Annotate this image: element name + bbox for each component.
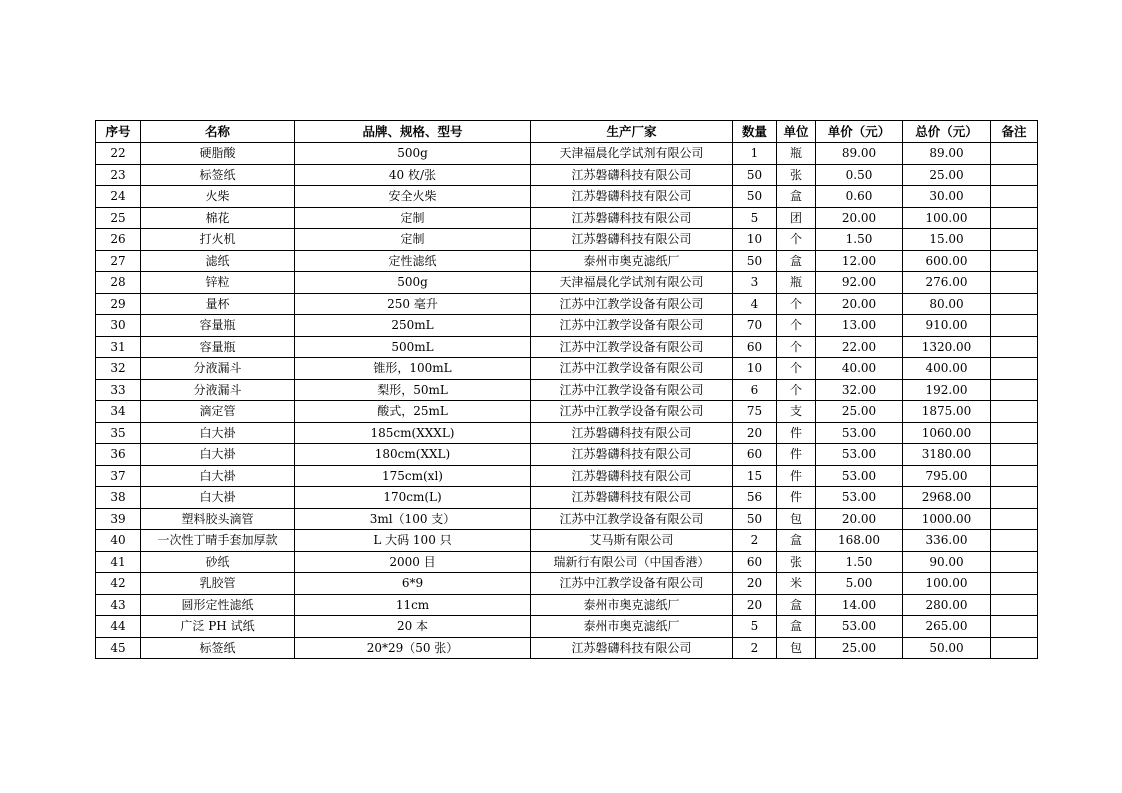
cell-name: 砂纸 xyxy=(141,551,295,573)
cell-spec: 定制 xyxy=(295,229,531,251)
cell-quantity: 15 xyxy=(733,465,777,487)
cell-manufacturer: 江苏中江教学设备有限公司 xyxy=(531,336,733,358)
cell-index: 44 xyxy=(96,616,141,638)
cell-remarks xyxy=(991,530,1038,552)
cell-name: 容量瓶 xyxy=(141,336,295,358)
cell-total-price: 15.00 xyxy=(903,229,991,251)
cell-manufacturer: 艾马斯有限公司 xyxy=(531,530,733,552)
cell-spec: 定性滤纸 xyxy=(295,250,531,272)
cell-unit: 包 xyxy=(777,508,816,530)
cell-manufacturer: 江苏磐礴科技有限公司 xyxy=(531,487,733,509)
cell-total-price: 3180.00 xyxy=(903,444,991,466)
cell-remarks xyxy=(991,186,1038,208)
cell-unit: 盒 xyxy=(777,594,816,616)
cell-unit: 张 xyxy=(777,164,816,186)
cell-unit: 瓶 xyxy=(777,272,816,294)
cell-manufacturer: 天津福晨化学试剂有限公司 xyxy=(531,272,733,294)
cell-unit-price: 22.00 xyxy=(816,336,903,358)
cell-quantity: 20 xyxy=(733,422,777,444)
cell-remarks xyxy=(991,508,1038,530)
cell-quantity: 5 xyxy=(733,207,777,229)
cell-spec: 185cm(XXXL) xyxy=(295,422,531,444)
cell-remarks xyxy=(991,465,1038,487)
cell-name: 锌粒 xyxy=(141,272,295,294)
cell-unit-price: 12.00 xyxy=(816,250,903,272)
cell-unit: 包 xyxy=(777,637,816,659)
cell-remarks xyxy=(991,164,1038,186)
table-body xyxy=(96,143,1038,659)
cell-remarks xyxy=(991,573,1038,595)
cell-manufacturer: 泰州市奥克滤纸厂 xyxy=(531,616,733,638)
cell-manufacturer: 江苏磐礴科技有限公司 xyxy=(531,207,733,229)
cell-spec: 安全火柴 xyxy=(295,186,531,208)
cell-quantity: 1 xyxy=(733,143,777,165)
cell-name: 标签纸 xyxy=(141,637,295,659)
table-row xyxy=(96,465,1038,487)
cell-spec: 锥形，100mL xyxy=(295,358,531,380)
cell-manufacturer: 江苏磐礴科技有限公司 xyxy=(531,186,733,208)
cell-name: 乳胶管 xyxy=(141,573,295,595)
cell-spec: 500mL xyxy=(295,336,531,358)
cell-quantity: 50 xyxy=(733,250,777,272)
cell-name: 圆形定性滤纸 xyxy=(141,594,295,616)
cell-total-price: 1000.00 xyxy=(903,508,991,530)
cell-quantity: 4 xyxy=(733,293,777,315)
cell-spec: 6*9 xyxy=(295,573,531,595)
cell-total-price: 1060.00 xyxy=(903,422,991,444)
cell-remarks xyxy=(991,637,1038,659)
cell-unit: 瓶 xyxy=(777,143,816,165)
cell-manufacturer: 江苏中江教学设备有限公司 xyxy=(531,573,733,595)
cell-unit: 件 xyxy=(777,422,816,444)
cell-index: 23 xyxy=(96,164,141,186)
cell-spec: 180cm(XXL) xyxy=(295,444,531,466)
cell-total-price: 600.00 xyxy=(903,250,991,272)
cell-spec: 3ml（100 支） xyxy=(295,508,531,530)
cell-total-price: 336.00 xyxy=(903,530,991,552)
cell-total-price: 50.00 xyxy=(903,637,991,659)
table-row xyxy=(96,358,1038,380)
cell-remarks xyxy=(991,379,1038,401)
cell-total-price: 1320.00 xyxy=(903,336,991,358)
cell-index: 24 xyxy=(96,186,141,208)
cell-index: 39 xyxy=(96,508,141,530)
cell-total-price: 795.00 xyxy=(903,465,991,487)
cell-unit-price: 20.00 xyxy=(816,508,903,530)
cell-manufacturer: 江苏中江教学设备有限公司 xyxy=(531,315,733,337)
cell-unit-price: 20.00 xyxy=(816,207,903,229)
cell-unit-price: 13.00 xyxy=(816,315,903,337)
cell-spec: 40 枚/张 xyxy=(295,164,531,186)
table-row xyxy=(96,594,1038,616)
cell-unit-price: 1.50 xyxy=(816,229,903,251)
cell-unit-price: 0.60 xyxy=(816,186,903,208)
cell-unit: 盒 xyxy=(777,530,816,552)
cell-remarks xyxy=(991,143,1038,165)
cell-quantity: 3 xyxy=(733,272,777,294)
cell-unit: 个 xyxy=(777,336,816,358)
cell-index: 34 xyxy=(96,401,141,423)
cell-manufacturer: 江苏中江教学设备有限公司 xyxy=(531,508,733,530)
cell-index: 42 xyxy=(96,573,141,595)
cell-remarks xyxy=(991,358,1038,380)
cell-unit: 盒 xyxy=(777,186,816,208)
cell-name: 广泛 PH 试纸 xyxy=(141,616,295,638)
cell-manufacturer: 江苏磐礴科技有限公司 xyxy=(531,164,733,186)
cell-manufacturer: 江苏中江教学设备有限公司 xyxy=(531,293,733,315)
cell-name: 容量瓶 xyxy=(141,315,295,337)
cell-unit-price: 53.00 xyxy=(816,465,903,487)
cell-manufacturer: 江苏磐礴科技有限公司 xyxy=(531,229,733,251)
table-row xyxy=(96,293,1038,315)
cell-unit-price: 25.00 xyxy=(816,637,903,659)
cell-quantity: 50 xyxy=(733,508,777,530)
cell-quantity: 10 xyxy=(733,358,777,380)
header-remarks: 备注 xyxy=(991,121,1038,143)
table-row xyxy=(96,164,1038,186)
cell-remarks xyxy=(991,315,1038,337)
cell-spec: 20*29（50 张） xyxy=(295,637,531,659)
cell-unit-price: 5.00 xyxy=(816,573,903,595)
cell-total-price: 910.00 xyxy=(903,315,991,337)
table-row xyxy=(96,530,1038,552)
cell-quantity: 6 xyxy=(733,379,777,401)
cell-name: 滤纸 xyxy=(141,250,295,272)
cell-manufacturer: 瑞新行有限公司（中国香港） xyxy=(531,551,733,573)
cell-total-price: 30.00 xyxy=(903,186,991,208)
cell-index: 28 xyxy=(96,272,141,294)
table-row xyxy=(96,379,1038,401)
cell-index: 29 xyxy=(96,293,141,315)
cell-unit-price: 53.00 xyxy=(816,422,903,444)
cell-unit: 盒 xyxy=(777,616,816,638)
cell-remarks xyxy=(991,422,1038,444)
table-row xyxy=(96,573,1038,595)
cell-unit-price: 53.00 xyxy=(816,444,903,466)
cell-name: 一次性丁晴手套加厚款 xyxy=(141,530,295,552)
cell-quantity: 10 xyxy=(733,229,777,251)
cell-unit: 个 xyxy=(777,229,816,251)
header-unit-price: 单价（元） xyxy=(816,121,903,143)
cell-remarks xyxy=(991,594,1038,616)
cell-total-price: 1875.00 xyxy=(903,401,991,423)
cell-spec: 11cm xyxy=(295,594,531,616)
cell-index: 26 xyxy=(96,229,141,251)
cell-manufacturer: 泰州市奥克滤纸厂 xyxy=(531,250,733,272)
header-unit: 单位 xyxy=(777,121,816,143)
table-row xyxy=(96,487,1038,509)
cell-manufacturer: 泰州市奥克滤纸厂 xyxy=(531,594,733,616)
cell-unit: 件 xyxy=(777,487,816,509)
cell-remarks xyxy=(991,336,1038,358)
cell-name: 标签纸 xyxy=(141,164,295,186)
header-index: 序号 xyxy=(96,121,141,143)
cell-unit: 团 xyxy=(777,207,816,229)
cell-quantity: 20 xyxy=(733,594,777,616)
cell-total-price: 280.00 xyxy=(903,594,991,616)
cell-total-price: 192.00 xyxy=(903,379,991,401)
table-row xyxy=(96,315,1038,337)
table-row xyxy=(96,551,1038,573)
cell-name: 白大褂 xyxy=(141,487,295,509)
cell-remarks xyxy=(991,272,1038,294)
cell-spec: 170cm(L) xyxy=(295,487,531,509)
header-total-price: 总价（元） xyxy=(903,121,991,143)
cell-index: 31 xyxy=(96,336,141,358)
cell-spec: 20 本 xyxy=(295,616,531,638)
cell-unit: 支 xyxy=(777,401,816,423)
cell-total-price: 2968.00 xyxy=(903,487,991,509)
cell-manufacturer: 江苏磐礴科技有限公司 xyxy=(531,465,733,487)
table-row xyxy=(96,508,1038,530)
cell-unit: 个 xyxy=(777,315,816,337)
cell-index: 30 xyxy=(96,315,141,337)
cell-unit: 件 xyxy=(777,465,816,487)
cell-unit-price: 89.00 xyxy=(816,143,903,165)
cell-remarks xyxy=(991,229,1038,251)
cell-manufacturer: 江苏磐礴科技有限公司 xyxy=(531,422,733,444)
cell-unit-price: 40.00 xyxy=(816,358,903,380)
cell-name: 白大褂 xyxy=(141,444,295,466)
price-table xyxy=(95,120,1038,659)
cell-total-price: 400.00 xyxy=(903,358,991,380)
cell-spec: 梨形，50mL xyxy=(295,379,531,401)
cell-total-price: 100.00 xyxy=(903,573,991,595)
header-manufacturer: 生产厂家 xyxy=(531,121,733,143)
cell-spec: 2000 目 xyxy=(295,551,531,573)
cell-quantity: 50 xyxy=(733,164,777,186)
cell-unit: 米 xyxy=(777,573,816,595)
cell-spec: 250mL xyxy=(295,315,531,337)
cell-quantity: 56 xyxy=(733,487,777,509)
cell-unit: 件 xyxy=(777,444,816,466)
header-name: 名称 xyxy=(141,121,295,143)
table-row xyxy=(96,143,1038,165)
cell-remarks xyxy=(991,401,1038,423)
cell-manufacturer: 江苏磐礴科技有限公司 xyxy=(531,444,733,466)
table-header-row xyxy=(96,121,1038,143)
cell-quantity: 70 xyxy=(733,315,777,337)
cell-index: 37 xyxy=(96,465,141,487)
cell-index: 41 xyxy=(96,551,141,573)
cell-manufacturer: 天津福晨化学试剂有限公司 xyxy=(531,143,733,165)
cell-name: 滴定管 xyxy=(141,401,295,423)
cell-remarks xyxy=(991,207,1038,229)
cell-name: 打火机 xyxy=(141,229,295,251)
cell-unit-price: 0.50 xyxy=(816,164,903,186)
table-row xyxy=(96,422,1038,444)
cell-index: 25 xyxy=(96,207,141,229)
cell-total-price: 265.00 xyxy=(903,616,991,638)
cell-spec: 500g xyxy=(295,143,531,165)
cell-unit: 个 xyxy=(777,293,816,315)
cell-remarks xyxy=(991,293,1038,315)
cell-name: 分液漏斗 xyxy=(141,358,295,380)
cell-unit-price: 53.00 xyxy=(816,487,903,509)
cell-spec: 定制 xyxy=(295,207,531,229)
cell-quantity: 60 xyxy=(733,551,777,573)
cell-index: 35 xyxy=(96,422,141,444)
cell-manufacturer: 江苏中江教学设备有限公司 xyxy=(531,401,733,423)
cell-unit-price: 92.00 xyxy=(816,272,903,294)
cell-unit-price: 53.00 xyxy=(816,616,903,638)
cell-index: 36 xyxy=(96,444,141,466)
cell-remarks xyxy=(991,551,1038,573)
cell-index: 22 xyxy=(96,143,141,165)
cell-name: 量杯 xyxy=(141,293,295,315)
cell-index: 32 xyxy=(96,358,141,380)
cell-quantity: 5 xyxy=(733,616,777,638)
table-row xyxy=(96,336,1038,358)
table-row xyxy=(96,186,1038,208)
cell-quantity: 20 xyxy=(733,573,777,595)
cell-spec: L 大码 100 只 xyxy=(295,530,531,552)
header-spec: 品牌、规格、型号 xyxy=(295,121,531,143)
cell-name: 棉花 xyxy=(141,207,295,229)
cell-remarks xyxy=(991,444,1038,466)
table-row xyxy=(96,207,1038,229)
table-row xyxy=(96,616,1038,638)
cell-index: 43 xyxy=(96,594,141,616)
cell-unit-price: 1.50 xyxy=(816,551,903,573)
table-row xyxy=(96,272,1038,294)
cell-manufacturer: 江苏磐礴科技有限公司 xyxy=(531,637,733,659)
cell-remarks xyxy=(991,487,1038,509)
cell-quantity: 60 xyxy=(733,336,777,358)
cell-unit-price: 25.00 xyxy=(816,401,903,423)
cell-quantity: 2 xyxy=(733,530,777,552)
cell-unit-price: 20.00 xyxy=(816,293,903,315)
table-row xyxy=(96,250,1038,272)
cell-manufacturer: 江苏中江教学设备有限公司 xyxy=(531,358,733,380)
cell-spec: 250 毫升 xyxy=(295,293,531,315)
cell-index: 40 xyxy=(96,530,141,552)
cell-quantity: 2 xyxy=(733,637,777,659)
cell-name: 硬脂酸 xyxy=(141,143,295,165)
cell-total-price: 90.00 xyxy=(903,551,991,573)
cell-unit-price: 32.00 xyxy=(816,379,903,401)
cell-unit: 个 xyxy=(777,358,816,380)
cell-total-price: 100.00 xyxy=(903,207,991,229)
cell-name: 白大褂 xyxy=(141,422,295,444)
cell-manufacturer: 江苏中江教学设备有限公司 xyxy=(531,379,733,401)
table-row xyxy=(96,444,1038,466)
cell-name: 白大褂 xyxy=(141,465,295,487)
cell-index: 27 xyxy=(96,250,141,272)
cell-unit: 张 xyxy=(777,551,816,573)
table-row xyxy=(96,229,1038,251)
cell-total-price: 80.00 xyxy=(903,293,991,315)
cell-remarks xyxy=(991,250,1038,272)
cell-quantity: 50 xyxy=(733,186,777,208)
cell-name: 火柴 xyxy=(141,186,295,208)
cell-remarks xyxy=(991,616,1038,638)
cell-total-price: 276.00 xyxy=(903,272,991,294)
cell-index: 38 xyxy=(96,487,141,509)
cell-spec: 175cm(xl) xyxy=(295,465,531,487)
cell-quantity: 75 xyxy=(733,401,777,423)
cell-name: 塑料胶头滴管 xyxy=(141,508,295,530)
cell-spec: 酸式，25mL xyxy=(295,401,531,423)
cell-unit-price: 14.00 xyxy=(816,594,903,616)
table-row xyxy=(96,401,1038,423)
cell-unit: 个 xyxy=(777,379,816,401)
cell-unit-price: 168.00 xyxy=(816,530,903,552)
cell-unit: 盒 xyxy=(777,250,816,272)
cell-index: 33 xyxy=(96,379,141,401)
cell-total-price: 89.00 xyxy=(903,143,991,165)
table-row xyxy=(96,637,1038,659)
cell-name: 分液漏斗 xyxy=(141,379,295,401)
cell-index: 45 xyxy=(96,637,141,659)
header-quantity: 数量 xyxy=(733,121,777,143)
cell-quantity: 60 xyxy=(733,444,777,466)
cell-total-price: 25.00 xyxy=(903,164,991,186)
cell-spec: 500g xyxy=(295,272,531,294)
